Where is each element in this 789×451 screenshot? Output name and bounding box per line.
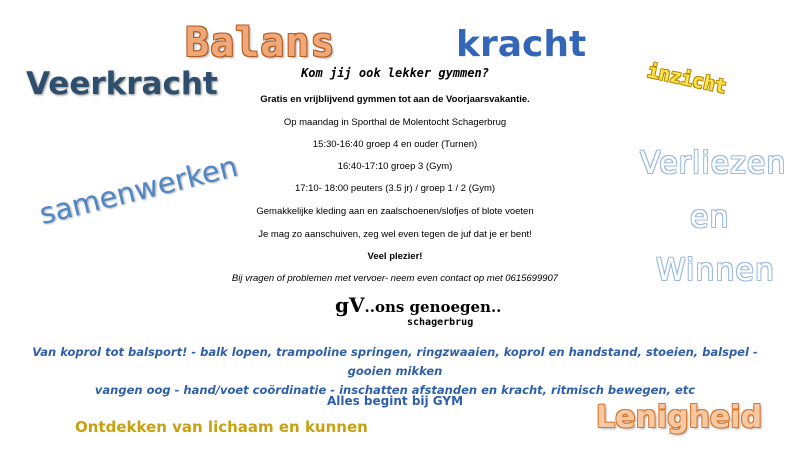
club-logo-place: schagerbrug (407, 317, 474, 328)
flyer-line: 17:10- 18:00 peuters (3.5 jr) / groep 1 / 2 (Gym) (294, 183, 496, 194)
word-balans: Balans (185, 20, 336, 66)
word-verliezen: Verliezen (640, 146, 787, 181)
flyer-line: Op maandag in Sporthal de Molentocht Schagerbrug (283, 117, 507, 128)
flyer-line: Gratis en vrijblijvend gymmen tot aan de Voorjaarsvakantie. (260, 94, 530, 105)
club-logo-text: ..ons genoegen.. (364, 298, 502, 316)
flyer-line: Bij vragen of problemen met vervoer- neem even contact op met 0615699907 (231, 273, 559, 284)
club-logo-mark: gV (335, 293, 365, 317)
flyer-line: Gemakkelijke kleding aan en zaalschoenen/slofjes of blote voeten (256, 206, 534, 217)
flyer-line: Veel plezier! (367, 251, 423, 262)
word-en: en (690, 200, 730, 235)
word-samenwerken: samenwerken (36, 148, 242, 231)
word-veerkracht: Veerkracht (26, 66, 218, 102)
flyer-line: 16:40-17:10 groep 3 (Gym) (337, 161, 453, 172)
flyer-line: Je mag zo aanschuiven, zeg wel even tegen de juf dat je er bent! (258, 229, 532, 240)
flyer-body (220, 0, 570, 300)
activities-line: vangen oog - hand/voet coördinatie - inschatten afstanden en kracht, ritmisch bewegen, etc (94, 383, 696, 397)
activities-line: Van koprol tot balsport! - balk lopen, trampoline springen, ringzwaaien, koprol en handstand, stoeien, balspel - gooien mikken (32, 345, 758, 378)
flyer-headline: Kom jij ook lekker gymmen? (301, 66, 489, 80)
word-ontdekken: Ontdekken van lichaam en kunnen (75, 418, 368, 436)
word-lenigheid: Lenigheid (596, 400, 763, 435)
word-kracht: kracht (456, 24, 587, 65)
club-logo (335, 293, 501, 328)
club-logo-name (335, 293, 501, 317)
word-winnen: Winnen (656, 253, 775, 288)
activities-text (30, 343, 760, 400)
flyer-line: 15:30-16:40 groep 4 en ouder (Turnen) (312, 139, 478, 150)
word-inzicht: inzicht (645, 60, 729, 99)
tagline: Alles begint bij GYM (326, 394, 464, 408)
